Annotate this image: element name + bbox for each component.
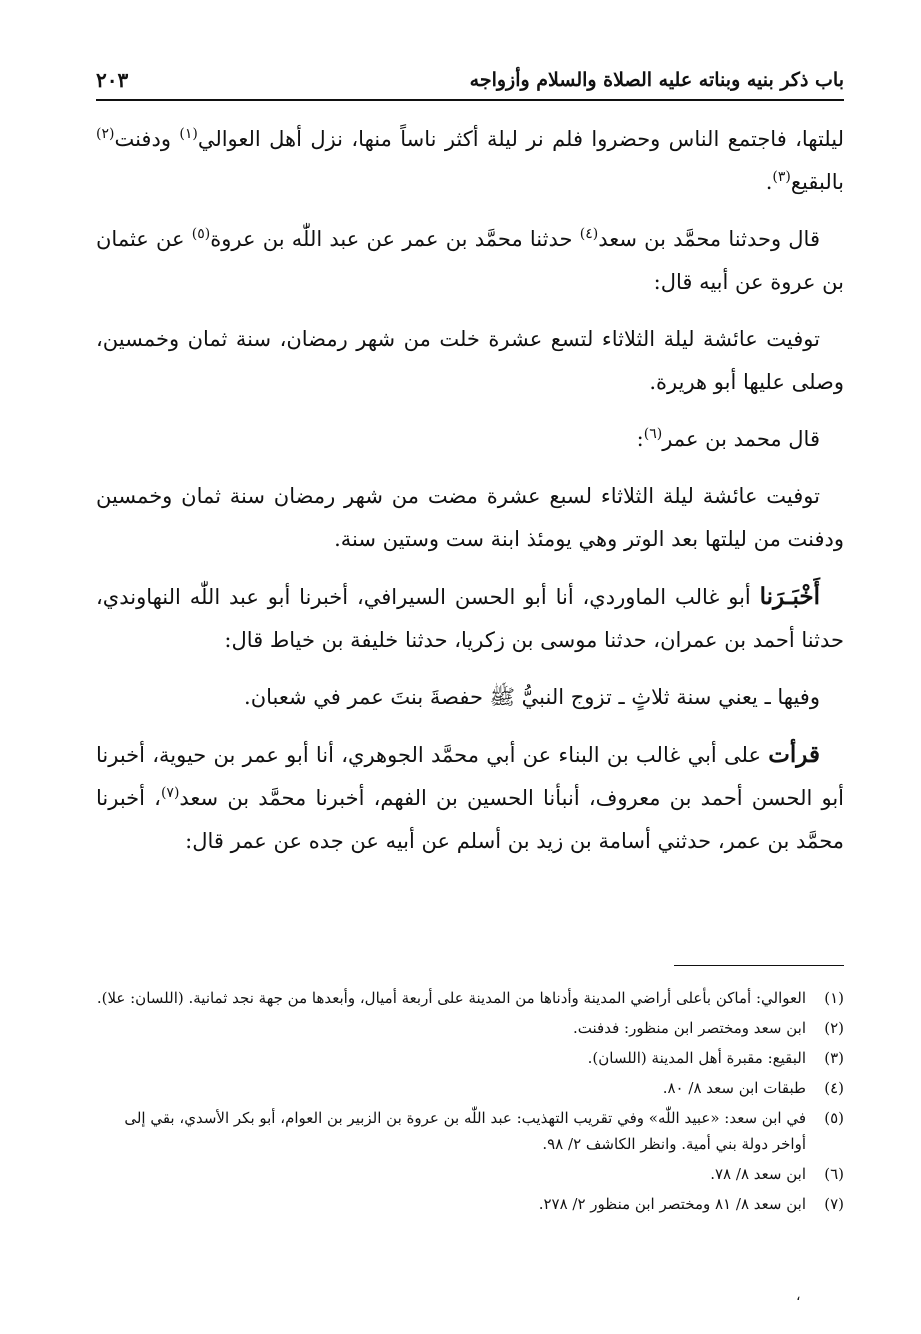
text-run: ، أخبرنا محمَّد بن عمر، حدثني أسامة بن زيد بن أسلم عن أبيه عن جده عن عمر قال: [96,786,844,853]
footnote-number: (١) [824,989,844,1007]
footnote-ref-2[interactable]: (٢) [96,126,115,142]
text-run: على أبي غالب بن البناء عن أبي محمَّد الجوهري، أنا أبو عمر بن حيوية، أخبرنا أبو الحسن أحمد بن معروف، أنبأنا الحسين بن الفهم، أخبرنا محمَّد بن سعد [96,743,845,810]
footnote-item [96,1075,844,1101]
paragraph-7: وفيها ـ يعني سنة ثلاثٍ ـ تزوج النبيُّ ﷺ حفصةَ بنتَ عمر في شعبان. [244,685,820,709]
footnote-item [96,1045,844,1071]
text-run: ليلتها، فاجتمع الناس وحضروا فلم نر ليلة أكثر ناساً منها، نزل أهل العوالي [197,127,844,151]
text-run: . [765,170,773,194]
footnote-ref-3[interactable]: (٣) [772,169,791,185]
lead-word: أَخْبَـرَنا [759,583,820,610]
footnote-ref-4[interactable]: (٤) [579,226,599,242]
footnote-item [96,1015,844,1041]
footnote-item [96,1105,844,1157]
footnote-number: (٧) [824,1195,844,1213]
footnote-text: العوالي: أماكن بأعلى أراضي المدينة وأدناها من المدينة على أربعة أميال، وأبعدها من جهة نجد ثمانية. (اللسان: علا). [96,989,806,1007]
footnote-item [96,1161,844,1187]
footnote-separator [674,965,844,966]
chapter-title: باب ذكر بنيه وبناته عليه الصلاة والسلام وأزواجه [469,69,844,91]
footnote-number: (٤) [824,1079,844,1097]
page-header [96,62,844,98]
footnote-text: البقيع: مقبرة أهل المدينة (اللسان). [587,1049,806,1067]
footnote-number: (٢) [824,1019,844,1037]
footnote-item [96,1191,844,1217]
text-run: ودفنت [114,127,180,151]
paragraph-3: توفيت عائشة ليلة الثلاثاء لتسع عشرة خلت من شهر رمضان، سنة ثمان وخمسين، وصلى عليها أبو هريرة. [96,327,844,394]
footnote-text: ابن سعد ومختصر ابن منظور: فدفنت. [573,1019,806,1037]
footnote-text: ابن سعد ٨/ ٧٨. [710,1165,806,1183]
main-text [96,118,844,877]
text-run: حدثنا محمَّد بن عمر عن عبد اللّٰه بن عروة [210,227,580,251]
paragraph-5: توفيت عائشة ليلة الثلاثاء لسبع عشرة مضت من شهر رمضان سنة ثمان وخمسين ودفنت من ليلتها بعد الوتر وهي يومئذ ابنة ست وستين سنة. [96,484,844,551]
paragraph-4 [96,418,844,461]
lead-word: قرأت [768,741,820,768]
paragraph-8 [96,733,844,863]
text-run: أبو غالب الماوردي، أنا أبو الحسن السيرافي، أخبرنا أبو عبد اللّٰه النهاوندي، حدثنا أحمد بن عمران، حدثنا موسى بن زكريا، حدثنا خليفة بن خياط قال: [96,585,844,652]
text-run: بالبقيع [790,170,844,194]
footnote-text: طبقات ابن سعد ٨/ ٨٠. [662,1079,806,1097]
footnote-ref-5[interactable]: (٥) [191,226,211,242]
paragraph-1 [96,118,844,204]
footnote-text: في ابن سعد: «عبيد اللّٰه» وفي تقريب التهذيب: عبد اللّٰه بن عروة بن الزبير بن العوام، أبو بكر الأسدي، بقي إلى أواخر دولة بني أمية. وانظر الكاشف ٢/ ٩٨. [124,1109,806,1153]
footnote-ref-7[interactable]: (٧) [160,785,180,801]
footnote-number: (٦) [824,1165,844,1183]
footnote-number: (٣) [824,1049,844,1067]
footnote-number: (٥) [824,1109,844,1127]
paragraph-6 [96,575,844,662]
footnote-ref-1[interactable]: (١) [179,126,198,142]
page-number: ٢٠٣ [96,68,129,92]
text-run: قال محمد بن عمر [662,427,820,451]
footnote-text: ابن سعد ٨/ ٨١ ومختصر ابن منظور ٢/ ٢٧٨. [538,1195,806,1213]
text-run: : [636,427,644,451]
header-rule [96,99,844,101]
text-run: عن عثمان بن عروة عن أبيه قال: [96,227,844,294]
footnote-item [96,985,844,1011]
stray-mark: ، [796,1288,801,1304]
footnotes [96,985,844,1221]
text-run: قال وحدثنا محمَّد بن سعد [598,227,820,251]
footnote-ref-6[interactable]: (٦) [643,426,663,442]
paragraph-2 [96,218,844,304]
